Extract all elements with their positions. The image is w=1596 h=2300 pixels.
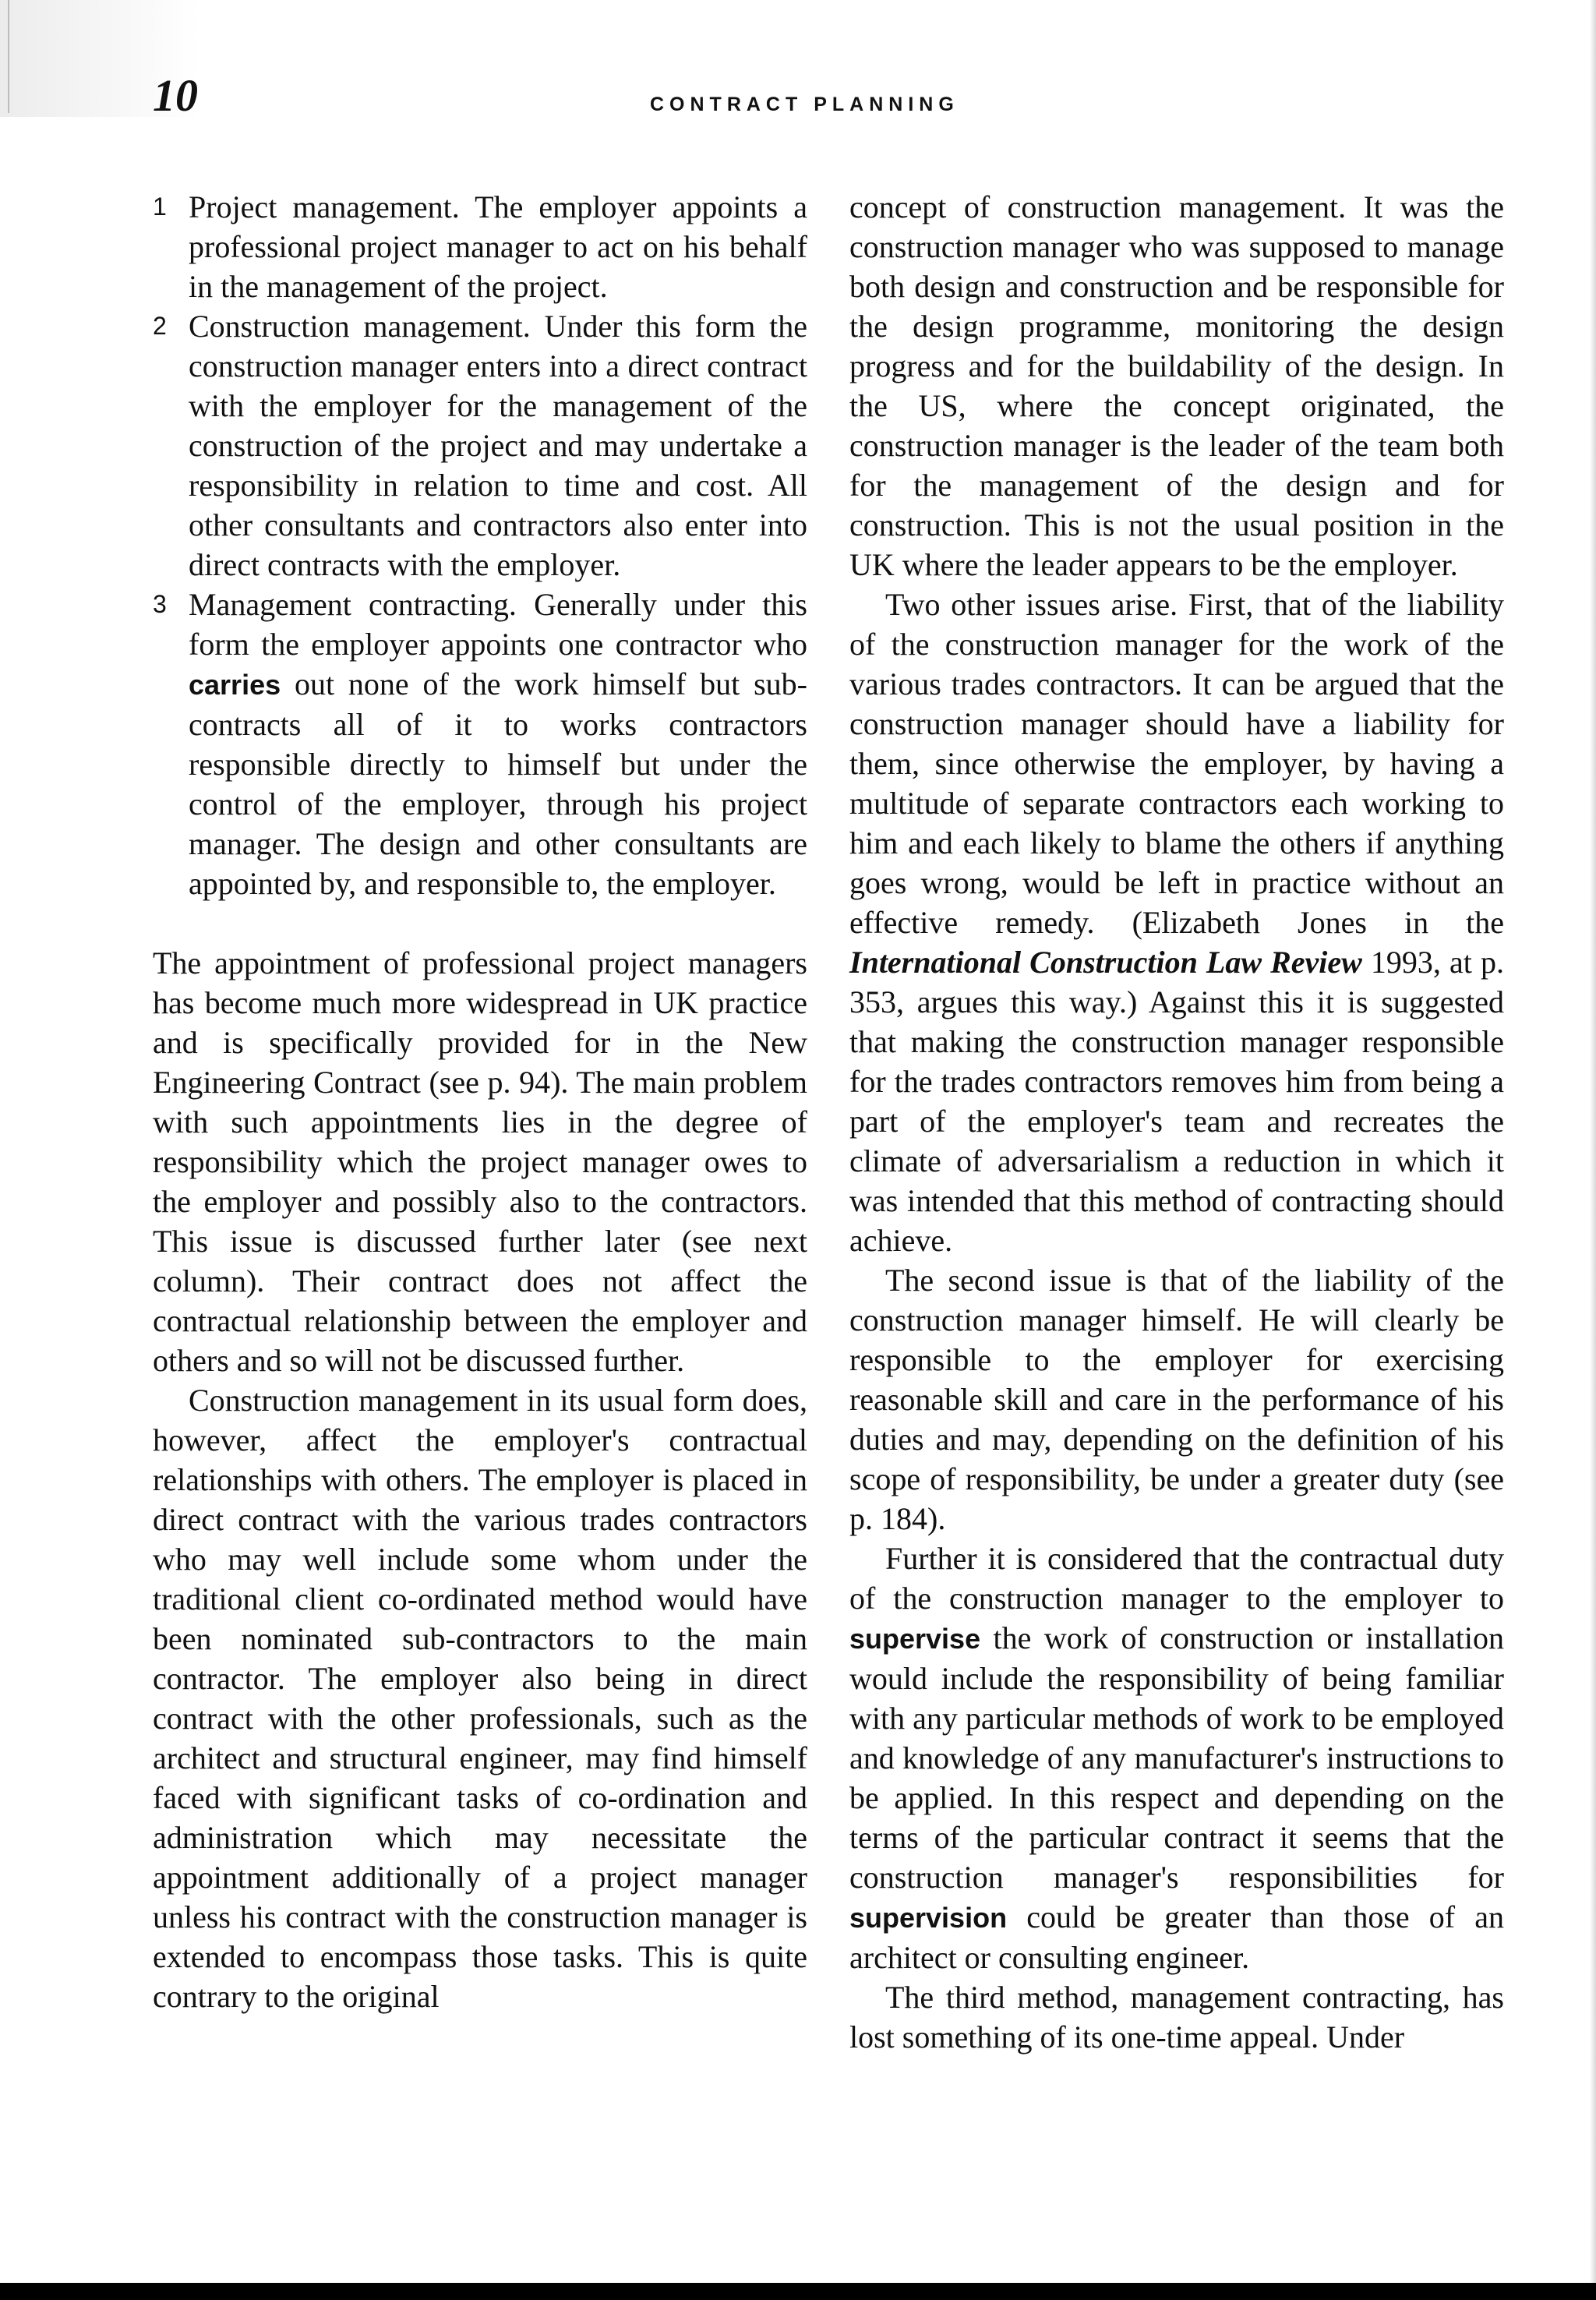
bold-word: supervise <box>849 1623 981 1655</box>
list-item-text-start: Management contracting. Generally under this form the employer appoints one contractor who <box>189 587 807 662</box>
list-item <box>153 306 807 585</box>
body-paragraph <box>849 585 1504 1260</box>
running-head: CONTRACT PLANNING <box>650 94 959 115</box>
bold-word: supervision <box>849 1902 1008 1934</box>
list-item-number: 3 <box>153 590 167 618</box>
scan-edge-line <box>8 0 9 113</box>
list-item <box>153 585 807 903</box>
left-column <box>153 187 807 2016</box>
body-paragraph: Construction management in its usual form does, however, affect the employer's contractual relationships with others. The employer is placed in direct contract with the various trades contractors who may well include some whom under the traditional client co-ordinated method would have been nominated sub-contractors to the main contractor. The employer also being in direct contract with the other professionals, such as the architect and structural engineer, may find himself faced with significant tasks of co-ordination and administration which may necessitate the appointment additionally of a project manager unless his contract with the construction manager is extended to encompass those tasks. This is quite contrary to the original <box>153 1383 807 2014</box>
body-paragraph: The third method, management contracting, has lost something of its one-time appeal. Under <box>849 1980 1504 2054</box>
scan-bottom-bar <box>0 2283 1596 2300</box>
list-item-text-end: out none of the work himself but sub-contracts all of it to works contractors responsible directly to himself but under the control of the employer, through his project manager. The design and other consultants are appointed by, and responsible to, the employer. <box>189 666 807 901</box>
list-item-number: 2 <box>153 312 167 340</box>
list-item-text: Construction management. Under this form the construction manager enters into a direct contract with the employer for the management of the construction of the project and may undertake a responsibility in relation to time and cost. All other consultants and contractors also enter into direct contracts with the employer. <box>189 309 807 582</box>
page-number: 10 <box>153 70 198 121</box>
numbered-list <box>153 187 807 903</box>
paragraph-text: 1993, at p. 353, argues this way.) Against this it is suggested that making the construction manager responsible for the trades contractors removes him from being a part of the employer's team and recreates the climate of adversarialism a reduction in which it was intended that this method of contracting should achieve. <box>849 945 1504 1258</box>
body-paragraph <box>849 1539 1504 1977</box>
right-column <box>849 187 1504 2057</box>
body-paragraph: The second issue is that of the liability of the construction manager himself. He will clearly be responsible to the employer for exercising reasonable skill and care in the performance of his duties and may, depending on the definition of his scope of responsibility, be under a greater duty (see p. 184). <box>849 1263 1504 1536</box>
paragraph-text: the work of construction or installation would include the responsibility of being familiar with any particular methods of work to be employed and knowledge of any manufacturer's instructions to be applied. In this respect and depending on the terms of the particular contract it seems that the construction manager's responsibilities for <box>849 1620 1504 1895</box>
list-item-text: Project management. The employer appoints a professional project manager to act on his behalf in the management of the project. <box>189 189 807 304</box>
page-edge-shadow <box>1590 0 1596 2300</box>
body-paragraph: concept of construction management. It was the construction manager who was supposed to manage both design and construction and be responsible for the design programme, monitoring the design progress and for the buildability of the design. In the US, where the concept originated, the construction manager is the leader of the team both for the management of the design and for construction. This is not the usual position in the UK where the leader appears to be the employer. <box>849 189 1504 582</box>
journal-title: International Construction Law Review <box>849 945 1362 980</box>
body-paragraph: The appointment of professional project managers has become much more widespread in UK practice and is specifically provided for in the New Engineering Contract (see p. 94). The main problem with such appointments lies in the degree of responsibility which the project manager owes to the employer and possibly also to the contractors. This issue is discussed further later (see next column). Their contract does not affect the contractual relationship between the employer and others and so will not be discussed further. <box>153 945 807 1378</box>
paragraph-text: Further it is considered that the contractual duty of the construction manager to the employer to <box>849 1541 1504 1616</box>
bold-word: carries <box>189 669 281 701</box>
list-item-number: 1 <box>153 193 167 221</box>
paragraph-text: could be greater than those of an architect or consulting engineer. <box>849 1899 1504 1975</box>
list-item <box>153 187 807 306</box>
paragraph-text: Two other issues arise. First, that of the liability of the construction manager for the work of the various trades contractors. It can be argued that the construction manager should have a liability for them, since otherwise the employer, by having a multitude of separate contractors each working to him and each likely to blame the others if anything goes wrong, would be left in practice without an effective remedy. (Elizabeth Jones in the <box>849 587 1504 940</box>
